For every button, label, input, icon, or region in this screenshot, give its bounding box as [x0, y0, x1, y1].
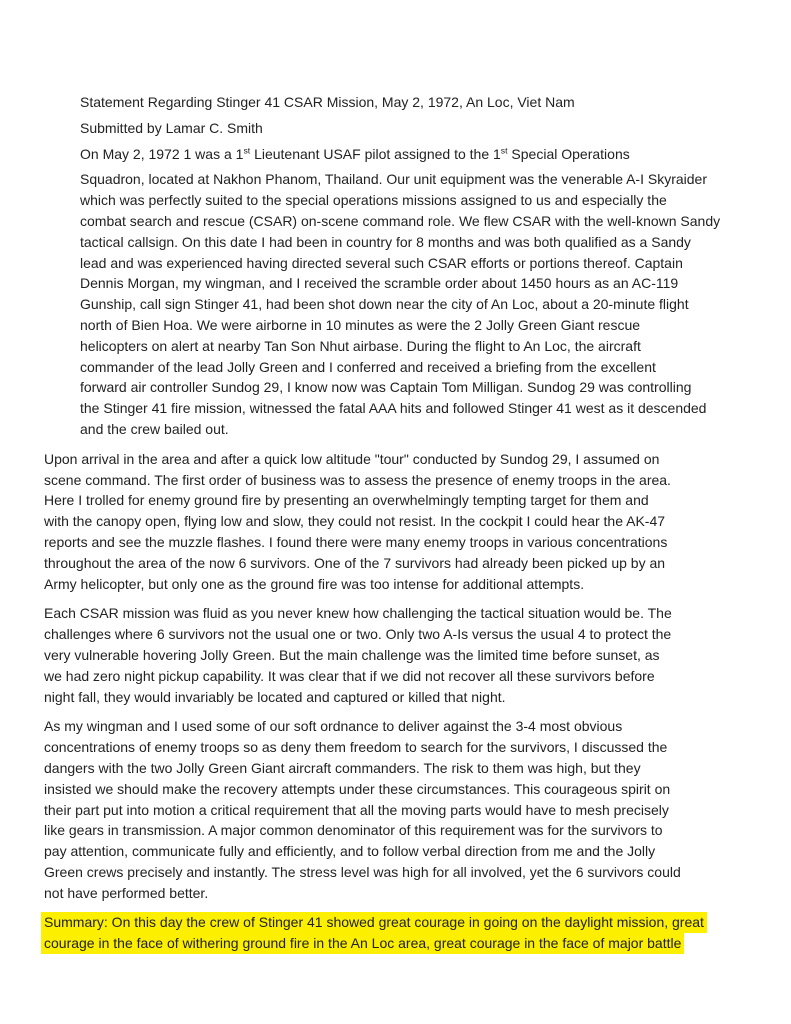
- text-line: [44, 624, 771, 645]
- text-run: concentrations of enemy troops so as deny them freedom to search for the survivors, I discussed the: [44, 739, 668, 756]
- text-line: [44, 603, 771, 624]
- text-run: Squadron, located at Nakhon Phanom, Thailand. Our unit equipment was the venerable A-I Skyraider: [80, 171, 708, 188]
- text-run: forward air controller Sundog 29, I know now was Captain Tom Milligan. Sundog 29 was controlling: [80, 379, 692, 396]
- text-run: As my wingman and I used some of our soft ordnance to deliver against the 3-4 most obvious: [44, 718, 623, 735]
- text-line: [80, 232, 771, 253]
- text-line: [80, 211, 771, 232]
- ordinal-superscript: st: [500, 144, 508, 155]
- ordinal-superscript: st: [243, 144, 251, 155]
- text-line: [80, 169, 771, 190]
- text-run: we had zero night pickup capability. It was clear that if we did not recover all these survivors before: [44, 667, 655, 684]
- text-run: Green crews precisely and instantly. The stress level was high for all involved, yet the 6 survivors could: [44, 863, 681, 880]
- text-run: Dennis Morgan, my wingman, and I received the scramble order about 1450 hours as an AC-119: [80, 275, 679, 292]
- text-line: [44, 933, 771, 954]
- text-run: Upon arrival in the area and after a quick low altitude "tour" conducted by Sundog 29, I assumed on: [44, 450, 660, 467]
- text-line: [44, 449, 771, 470]
- text-run: north of Bien Hoa. We were airborne in 10 minutes as were the 2 Jolly Green Giant rescue: [80, 316, 641, 333]
- text-run: which was perfectly suited to the special operations missions assigned to us and especially the: [80, 192, 667, 209]
- text-run: challenges where 6 survivors not the usual one or two. Only two A-Is versus the usual 4 to protect the: [44, 626, 672, 643]
- paragraph-1: [80, 169, 771, 439]
- text-line: [44, 687, 771, 708]
- text-line: [44, 574, 771, 595]
- text-run: scene command. The first order of business was to assess the presence of enemy troops in the area.: [44, 471, 671, 488]
- highlighted-text: Summary: On this day the crew of Stinger 41 showed great courage in going on the daylight mission, great: [41, 912, 707, 933]
- text-run: pay attention, communicate fully and efficiently, and to follow verbal direction from me and the Jolly: [44, 843, 656, 860]
- intro-line: [80, 144, 771, 165]
- text-line: [44, 912, 771, 933]
- text-run: insisted we should make the recovery attempts under these circumstances. This courageous spirit on: [44, 780, 671, 797]
- text-run: very vulnerable hovering Jolly Green. But the main challenge was the limited time before sunset, as: [44, 646, 660, 663]
- summary-paragraph: [44, 912, 771, 954]
- text-line: [44, 883, 771, 904]
- text-line: [80, 273, 771, 294]
- text-line: [80, 377, 771, 398]
- text-line: [44, 511, 771, 532]
- text-line: [80, 253, 771, 274]
- text-line: [44, 716, 771, 737]
- title-line: [80, 92, 771, 113]
- text-line: [44, 779, 771, 800]
- text-line: [44, 532, 771, 553]
- text-run: dangers with the two Jolly Green Giant aircraft commanders. The risk to them was high, but they: [44, 759, 641, 776]
- text-run: the Stinger 41 fire mission, witnessed the fatal AAA hits and followed Stinger 41 west as it descended: [80, 400, 707, 417]
- text-run: throughout the area of the now 6 survivors. One of the 7 survivors had already been picked up by an: [44, 554, 666, 571]
- text-run: Statement Regarding Stinger 41 CSAR Mission, May 2, 1972, An Loc, Viet Nam: [80, 94, 575, 110]
- text-run: Army helicopter, but only one as the ground fire was too intense for additional attempts.: [44, 575, 585, 592]
- text-line: [44, 862, 771, 883]
- text-run: their part put into motion a critical requirement that all the moving parts would have to mesh precisely: [44, 801, 669, 818]
- text-run: not have performed better.: [44, 884, 209, 901]
- highlighted-text: courage in the face of withering ground fire in the An Loc area, great courage in the face of major battle: [41, 933, 684, 954]
- text-line: [80, 294, 771, 315]
- text-line: [80, 419, 771, 440]
- text-line: [44, 800, 771, 821]
- text-line: [80, 144, 771, 165]
- text-line: [44, 841, 771, 862]
- text-line: [44, 645, 771, 666]
- text-line: [80, 398, 771, 419]
- text-line: [44, 490, 771, 511]
- text-line: [44, 470, 771, 491]
- text-run: Gunship, call sign Stinger 41, had been shot down near the city of An Loc, about a 20-minute flight: [80, 296, 689, 313]
- text-run: Each CSAR mission was fluid as you never knew how challenging the tactical situation would be. The: [44, 605, 672, 622]
- text-run: helicopters on alert at nearby Tan Son Nhut airbase. During the flight to An Loc, the aircraft: [80, 337, 641, 354]
- text-line: [80, 336, 771, 357]
- text-line: [44, 820, 771, 841]
- text-line: [80, 118, 771, 139]
- text-run: Here I trolled for enemy ground fire by presenting an overwhelmingly tempting target for them and: [44, 492, 649, 509]
- text-run: reports and see the muzzle flashes. I found there were many enemy troops in various concentrations: [44, 533, 668, 550]
- text-line: [44, 666, 771, 687]
- text-line: [44, 758, 771, 779]
- text-line: [80, 315, 771, 336]
- text-run: with the canopy open, flying low and slow, they could not resist. In the cockpit I could hear the AK-47: [44, 513, 666, 530]
- text-run: and the crew bailed out.: [80, 420, 229, 437]
- text-run: tactical callsign. On this date I had been in country for 8 months and was both qualified as a Sandy: [80, 233, 691, 250]
- text-run: combat search and rescue (CSAR) on-scene command role. We flew CSAR with the well-known Sandy: [80, 212, 721, 229]
- text-run: night fall, they would invariably be located and captured or killed that night.: [44, 688, 506, 705]
- text-line: [80, 190, 771, 211]
- text-run: Submitted by Lamar C. Smith: [80, 119, 263, 136]
- paragraph-2: [44, 449, 771, 595]
- text-line: [80, 92, 771, 113]
- text-run: like gears in transmission. A major common denominator of this requirement was for the survivors to: [44, 822, 663, 839]
- text-line: [44, 553, 771, 574]
- text-line: [80, 357, 771, 378]
- paragraph-4: [44, 716, 771, 903]
- text-run: On May 2, 1972 1 was a 1st Lieutenant USAF pilot assigned to the 1st Special Operations: [80, 144, 630, 162]
- paragraph-3: [44, 603, 771, 707]
- text-run: lead and was experienced having directed several such CSAR efforts or portions thereof. Captain: [80, 254, 683, 271]
- text-line: [44, 737, 771, 758]
- byline: [80, 118, 771, 139]
- text-run: commander of the lead Jolly Green and I conferred and received a briefing from the excellent: [80, 358, 656, 375]
